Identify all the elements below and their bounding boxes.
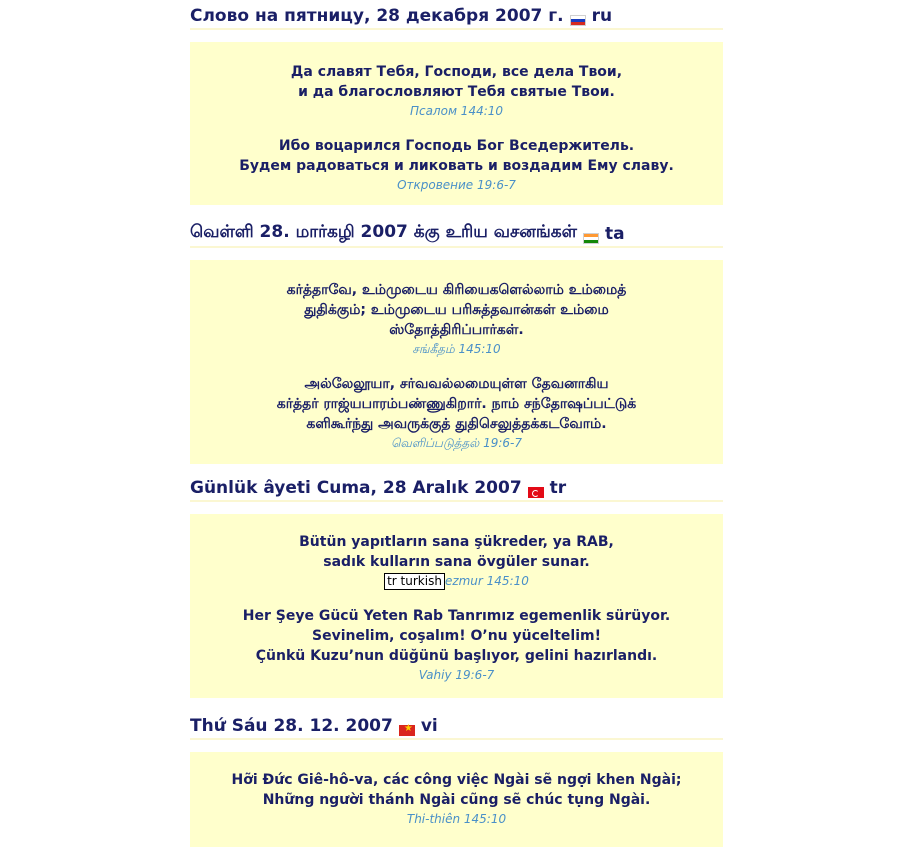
verse-reference-2[interactable]: வெளிப்படுத்தல் 19:6-7 <box>391 436 522 450</box>
section-heading-text: Günlük âyeti Cuma, 28 Aralık 2007 <box>190 478 522 498</box>
verse-box <box>190 752 723 847</box>
verse-box <box>190 42 723 205</box>
verse-reference-2[interactable]: Откровение 19:6-7 <box>397 178 516 192</box>
section-heading-text: வெள்ளி 28. மார்கழி 2007 க்கு உரிய வசனங்கள் <box>190 222 578 242</box>
language-code: tr <box>549 478 567 498</box>
verse-text-2: Her Şeye Gücü Yeten Rab Tanrımız egemenlik sürüyor. Sevinelim, coşalım! O’nu yüceltelim! Çünkü Kuzu’nun düğünü başlıyor, gelini hazırlandı. <box>242 608 671 664</box>
verses-page <box>190 0 723 847</box>
verse-reference-1[interactable]: சங்கீதம் 145:10 <box>412 342 501 356</box>
turkey-flag-icon <box>528 487 544 498</box>
verse-text-1: கர்த்தாவே, உம்முடைய கிரியைகளெல்லாம் உம்மைத் துதிக்கும்; உம்முடைய பரிசுத்தவான்கள் உம்மை ஸ்தோத்திரிப்பார்கள். <box>286 282 627 338</box>
verse-reference-visible[interactable]: ezmur 145:10 <box>444 574 529 588</box>
verse-reference-1[interactable]: Псалом 144:10 <box>409 104 504 118</box>
section-heading-text: Thứ Sáu 28. 12. 2007 <box>190 716 393 736</box>
section-heading-tr <box>190 464 723 502</box>
section-heading-vi <box>190 698 723 740</box>
verse-reference-1[interactable]: Thi-thiên 145:10 <box>406 812 507 826</box>
verse-box <box>190 514 723 698</box>
language-code: ru <box>591 6 613 26</box>
verse-section-ru <box>190 0 723 205</box>
india-flag-icon <box>583 233 599 244</box>
verse-text-1: Bütün yapıtların sana şükreder, ya RAB, sadık kulların sana övgüler sunar. <box>299 534 614 570</box>
language-tooltip: tr turkish <box>384 573 445 590</box>
russia-flag-icon <box>570 15 586 26</box>
section-heading-ta <box>190 205 723 248</box>
verse-box <box>190 260 723 464</box>
verse-section-vi <box>190 698 723 847</box>
verse-text-1: Hỡi Đức Giê-hô-va, các công việc Ngài sẽ ngợi khen Ngài; Những người thánh Ngài cũng sẽ chúc tụng Ngài. <box>231 772 682 808</box>
verse-section-ta <box>190 205 723 464</box>
section-heading-text: Слово на пятницу, 28 декабря 2007 г. <box>190 6 564 26</box>
verse-text-1: Да славят Тебя, Господи, все дела Твои, и да благословляют Тебя святые Твои. <box>290 64 623 100</box>
verse-text-2: அல்லேலூயா, சர்வவல்லமையுள்ள தேவனாகிய கர்த்தர் ராஜ்யபாரம்பண்ணுகிறார். நாம் சந்தோஷப்பட்டுக் களிகூர்ந்து அவருக்குத் துதிசெலுத்தக்கடவோம். <box>276 376 637 432</box>
verse-section-tr <box>190 464 723 698</box>
language-code: vi <box>420 716 438 736</box>
section-heading-ru <box>190 0 723 30</box>
language-code: ta <box>605 224 625 244</box>
verse-text-2: Ибо воцарился Господь Бог Вседержитель. Будем радоваться и ликовать и воздадим Ему славу. <box>239 138 674 174</box>
verse-reference-1[interactable] <box>190 572 723 590</box>
vietnam-flag-icon <box>399 725 415 736</box>
verse-reference-2[interactable]: Vahiy 19:6-7 <box>418 668 495 682</box>
